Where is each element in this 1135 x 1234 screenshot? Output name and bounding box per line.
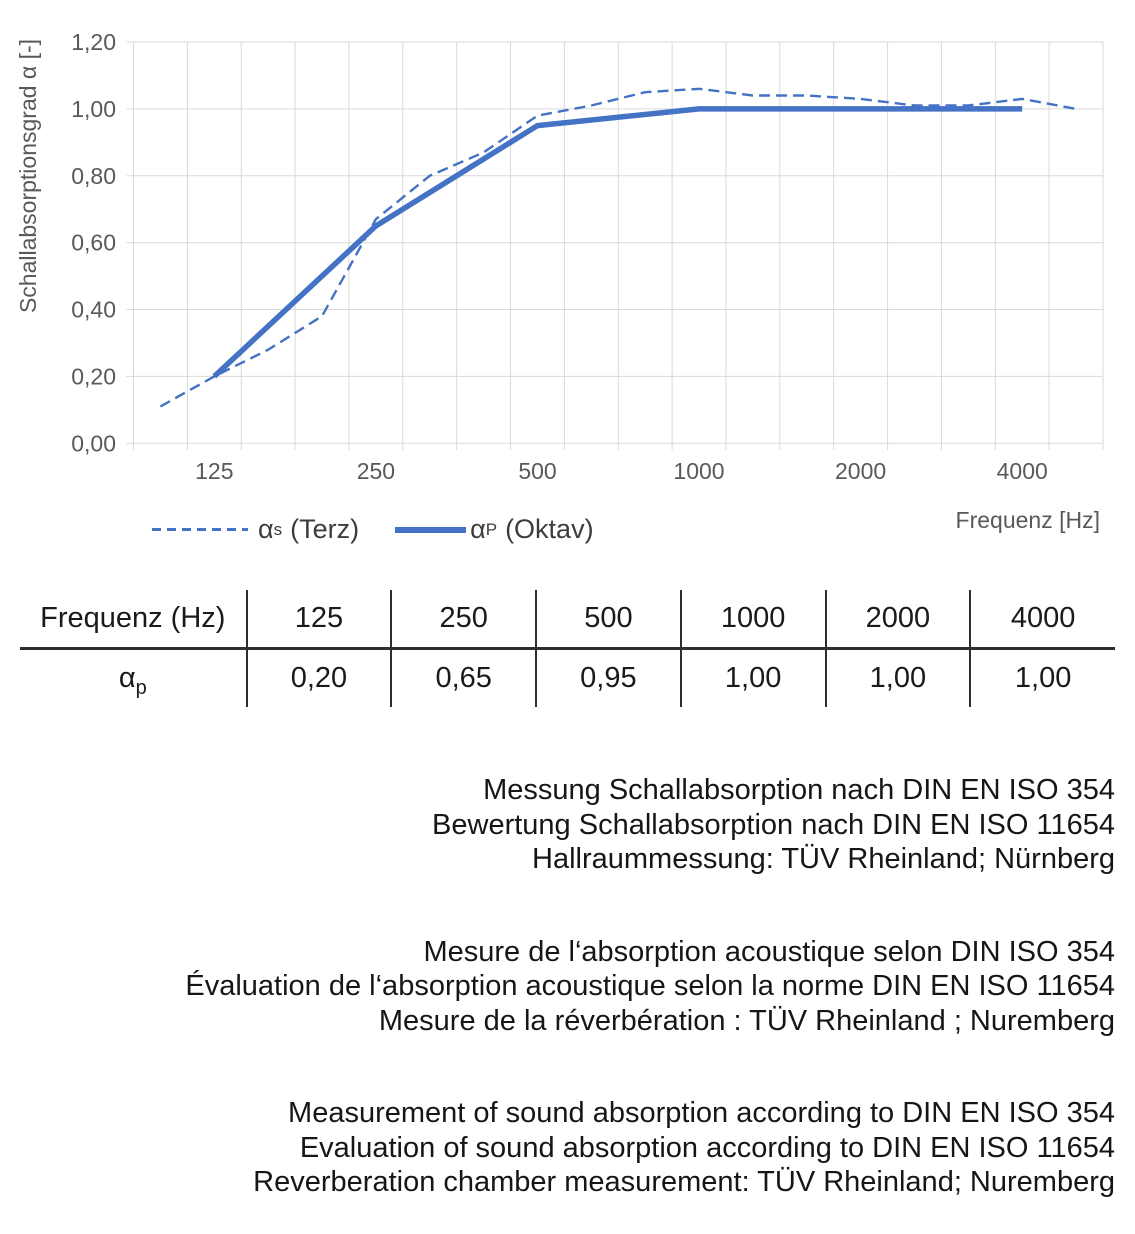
note-line: Measurement of sound absorption according to DIN EN ISO 354	[288, 1097, 1115, 1129]
row-label-alpha-p	[20, 649, 247, 708]
note-line: Evaluation of sound absorption according to DIN EN ISO 11654	[299, 1131, 1115, 1164]
y-tick-label: 1,20	[71, 29, 116, 55]
legend-label-text: (Terz)	[290, 514, 360, 544]
note-line: Hallraummessung: TÜV Rheinland; Nürnberg	[532, 843, 1115, 875]
note-line: Évaluation de l‘absorption acoustique selon la norme DIN EN ISO 11654	[185, 970, 1115, 1002]
x-tick-label: 125	[195, 458, 234, 484]
y-tick-label: 0,60	[71, 229, 116, 256]
value-cell: 0,20	[247, 649, 392, 708]
legend-item-alpha-s: α s (Terz)	[152, 514, 359, 545]
note-english	[0, 1096, 1115, 1200]
header-cell: 500	[536, 590, 681, 649]
y-tick-label: 0,40	[71, 296, 116, 323]
x-axis-title: Frequenz [Hz]	[955, 507, 1100, 533]
value-cell: 1,00	[681, 649, 826, 708]
alpha-p-table-wrap	[20, 590, 1115, 707]
solid-line-swatch	[395, 527, 466, 533]
x-tick-label: 2000	[835, 458, 887, 484]
table-value-row	[20, 649, 1115, 708]
y-tick-label: 0,20	[71, 363, 116, 390]
y-tick-label: 0,00	[71, 430, 116, 457]
x-tick-label: 4000	[996, 458, 1048, 484]
legend-item-alpha-p: α P (Oktav)	[395, 514, 593, 545]
note-german	[0, 773, 1115, 877]
value-cell: 1,00	[970, 649, 1115, 708]
header-cell: 1000	[681, 590, 826, 649]
header-cell: 4000	[970, 590, 1115, 649]
x-tick-label: 1000	[673, 458, 725, 484]
note-line: Messung Schallabsorption nach DIN EN ISO 354	[483, 774, 1115, 806]
alpha-p-table	[20, 590, 1115, 707]
alpha-symbol: α	[118, 662, 136, 694]
x-tick-label: 500	[518, 458, 557, 484]
value-cell: 0,65	[391, 649, 536, 708]
note-line: Reverberation chamber measurement: TÜV Rheinland; Nuremberg	[253, 1166, 1115, 1198]
y-tick-label: 1,00	[71, 95, 116, 122]
header-cell: 125	[247, 590, 392, 649]
header-cell: 2000	[826, 590, 971, 649]
alpha-subscript: p	[135, 676, 147, 699]
chart-legend	[152, 514, 594, 545]
absorption-chart	[0, 0, 1135, 560]
note-line: Mesure de l‘absorption acoustique selon DIN ISO 354	[423, 935, 1115, 968]
header-cell: 250	[391, 590, 536, 649]
legend-label-alpha: α	[470, 514, 486, 544]
note-line: Bewertung Schallabsorption nach DIN EN ISO 11654	[432, 808, 1115, 841]
note-line: Mesure de la réverbération : TÜV Rheinland ; Nuremberg	[378, 1004, 1115, 1037]
dashed-line-swatch	[152, 528, 248, 531]
y-tick-label: 0,80	[71, 162, 116, 189]
header-cell-frequency: Frequenz (Hz)	[20, 590, 247, 649]
y-axis-title: Schallabsorptionsgrad α [-]	[15, 38, 41, 314]
value-cell: 0,95	[536, 649, 681, 708]
table-header-row	[20, 590, 1115, 649]
note-french	[0, 935, 1115, 1039]
value-cell: 1,00	[826, 649, 971, 708]
legend-label-alpha: α	[258, 514, 274, 544]
x-tick-label: 250	[356, 458, 396, 484]
measurement-notes	[0, 773, 1115, 1234]
legend-label-text: (Oktav)	[505, 514, 594, 544]
